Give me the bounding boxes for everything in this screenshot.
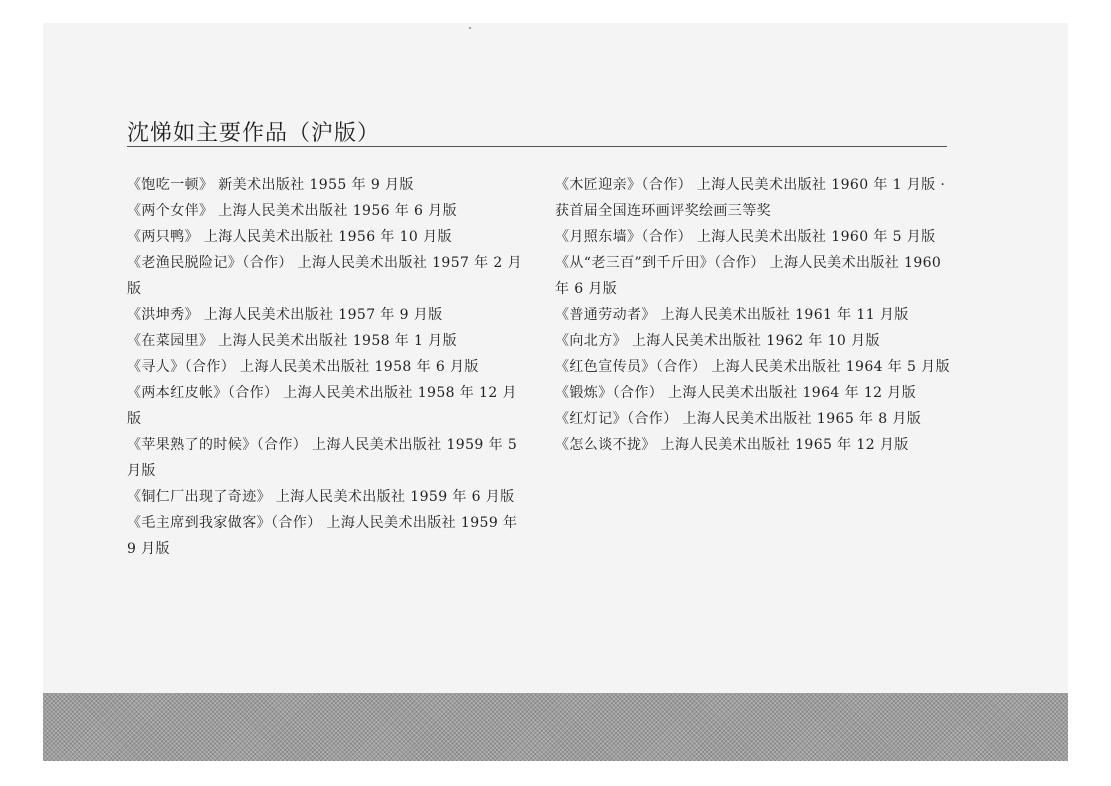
works-list-left [127,172,527,562]
work-entry: 《向北方》 上海人民美术出版社 1962 年 10 月版 [555,333,880,349]
title-underline [127,146,947,147]
work-entry: 《老渔民脱险记》（合作） 上海人民美术出版社 1957 年 2 月版 [127,255,522,297]
work-entry: 《红色宣传员》（合作） 上海人民美术出版社 1964 年 5 月版 [555,359,950,375]
work-entry: 《洪坤秀》 上海人民美术出版社 1957 年 9 月版 [127,307,443,323]
work-entry: 《毛主席到我家做客》（合作） 上海人民美术出版社 1959 年 9 月版 [127,515,518,557]
work-entry: 《寻人》（合作） 上海人民美术出版社 1958 年 6 月版 [127,359,479,375]
work-entry: 《饱吃一顿》 新美术出版社 1955 年 9 月版 [127,177,414,193]
work-entry: 《月照东墙》（合作） 上海人民美术出版社 1960 年 5 月版 [555,229,936,245]
work-entry: 《木匠迎亲》（合作） 上海人民美术出版社 1960 年 1 月版 · 获首届全国连环画评奖绘画三等奖 [555,177,946,219]
scan-speck [469,27,471,29]
works-list-right [555,172,955,458]
work-entry: 《怎么谈不拢》 上海人民美术出版社 1965 年 12 月版 [555,437,909,453]
work-entry: 《苹果熟了的时候》（合作） 上海人民美术出版社 1959 年 5 月版 [127,437,518,479]
work-entry: 《两本红皮帐》（合作） 上海人民美术出版社 1958 年 12 月版 [127,385,517,427]
work-entry: 《两个女伴》 上海人民美术出版社 1956 年 6 月版 [127,203,457,219]
work-entry: 《普通劳动者》 上海人民美术出版社 1961 年 11 月版 [555,307,909,323]
work-entry: 《从“老三百”到千斤田》（合作） 上海人民美术出版社 1960 年 6 月版 [555,255,942,297]
work-entry: 《铜仁厂出现了奇迹》 上海人民美术出版社 1959 年 6 月版 [127,489,515,505]
work-entry: 《在菜园里》 上海人民美术出版社 1958 年 1 月版 [127,333,457,349]
decorative-bottom-band [43,693,1068,761]
page-title: 沈悌如主要作品（沪版） [127,121,381,146]
work-entry: 《两只鸭》 上海人民美术出版社 1956 年 10 月版 [127,229,452,245]
book-page [43,23,1068,761]
work-entry: 《红灯记》（合作） 上海人民美术出版社 1965 年 8 月版 [555,411,922,427]
work-entry: 《锻炼》（合作） 上海人民美术出版社 1964 年 12 月版 [555,385,917,401]
